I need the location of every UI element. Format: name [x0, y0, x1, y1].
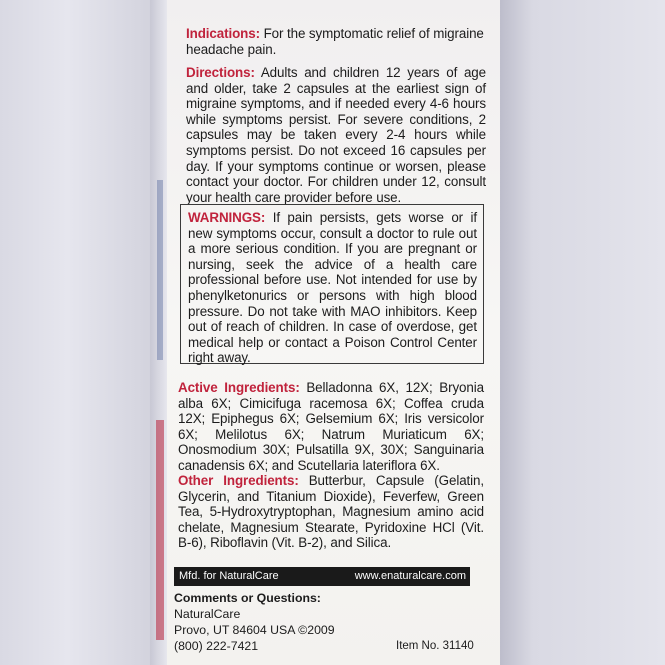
- comments-heading: Comments or Questions:: [174, 591, 321, 605]
- indications-section: [186, 26, 486, 57]
- other-ingredients-text: Butterbur, Capsule (Gelatin, Glycerin, and Titanium Dioxide), Feverfew, Green Tea, 5-Hydroxytryptophan, Magnesium amino acid chelate, Magnesium Stearate, Pyridoxine HCl (Vit. B-6), Riboflavin (Vit. B-2), and Silica.: [178, 473, 484, 551]
- warnings-box: [180, 204, 484, 364]
- item-number: Item No. 31140: [396, 640, 474, 652]
- indications-label: Indications:: [186, 26, 260, 41]
- directions-label: Directions:: [186, 65, 255, 80]
- box-side-red-graphic: [156, 420, 164, 640]
- other-ingredients-section: [178, 473, 484, 551]
- company-address: Provo, UT 84604 USA ©2009: [174, 623, 335, 637]
- box-side-blue-graphic: [157, 180, 163, 360]
- directions-text: Adults and children 12 years of age and older, take 2 capsules at the earliest sign of migraine symptoms, and if needed every 4-6 hours while symptoms persist. For severe conditions, 2 capsules may be taken every 2-4 hours while symptoms persist. Do not exceed 16 capsules per day. If your symptoms continue or worsen, please contact your doctor. For children under 12, consult your health care provider before use.: [186, 65, 486, 205]
- company-name: NaturalCare: [174, 607, 241, 621]
- box-right-side: [500, 0, 665, 665]
- directions-section: [186, 65, 486, 205]
- indications-text: For the symptomatic relief of migraine headache pain.: [186, 26, 484, 57]
- active-ingredients-section: [178, 380, 484, 474]
- manufacturer-bar: [174, 567, 470, 586]
- warnings-label: WARNINGS:: [188, 210, 266, 225]
- manufacturer-text: Mfd. for NaturalCare: [179, 570, 279, 582]
- company-phone: (800) 222-7421: [174, 639, 259, 653]
- other-ingredients-label: Other Ingredients:: [178, 473, 299, 488]
- box-left-side: [0, 0, 168, 665]
- warnings-text: If pain persists, gets worse or if new symptoms occur, consult a doctor to rule out a more serious condition. If you are pregnant or nursing, seek the advice of a health care professional before use. Not intended for use by phenylketonurics or persons with high blood pressure. Do not take with MAO inhibitors. Keep out of reach of children. In case of overdose, get medical help or contact a Poison Control Center right away.: [188, 210, 477, 366]
- active-ingredients-text: Belladonna 6X, 12X; Bryonia alba 6X; Cimicifuga racemosa 6X; Coffea cruda 12X; Epiphegus 6X; Gelsemium 6X; Iris versicolor 6X; Melilotus 6X; Natrum Muriaticum 6X; Onosmodium 30X; Pulsatilla 9X, 30X; Sanguinaria canadensis 6X; and Scutellaria lateriflora 6X.: [178, 380, 484, 473]
- active-ingredients-label: Active Ingredients:: [178, 380, 300, 395]
- website-text: www.enaturalcare.com: [354, 570, 466, 582]
